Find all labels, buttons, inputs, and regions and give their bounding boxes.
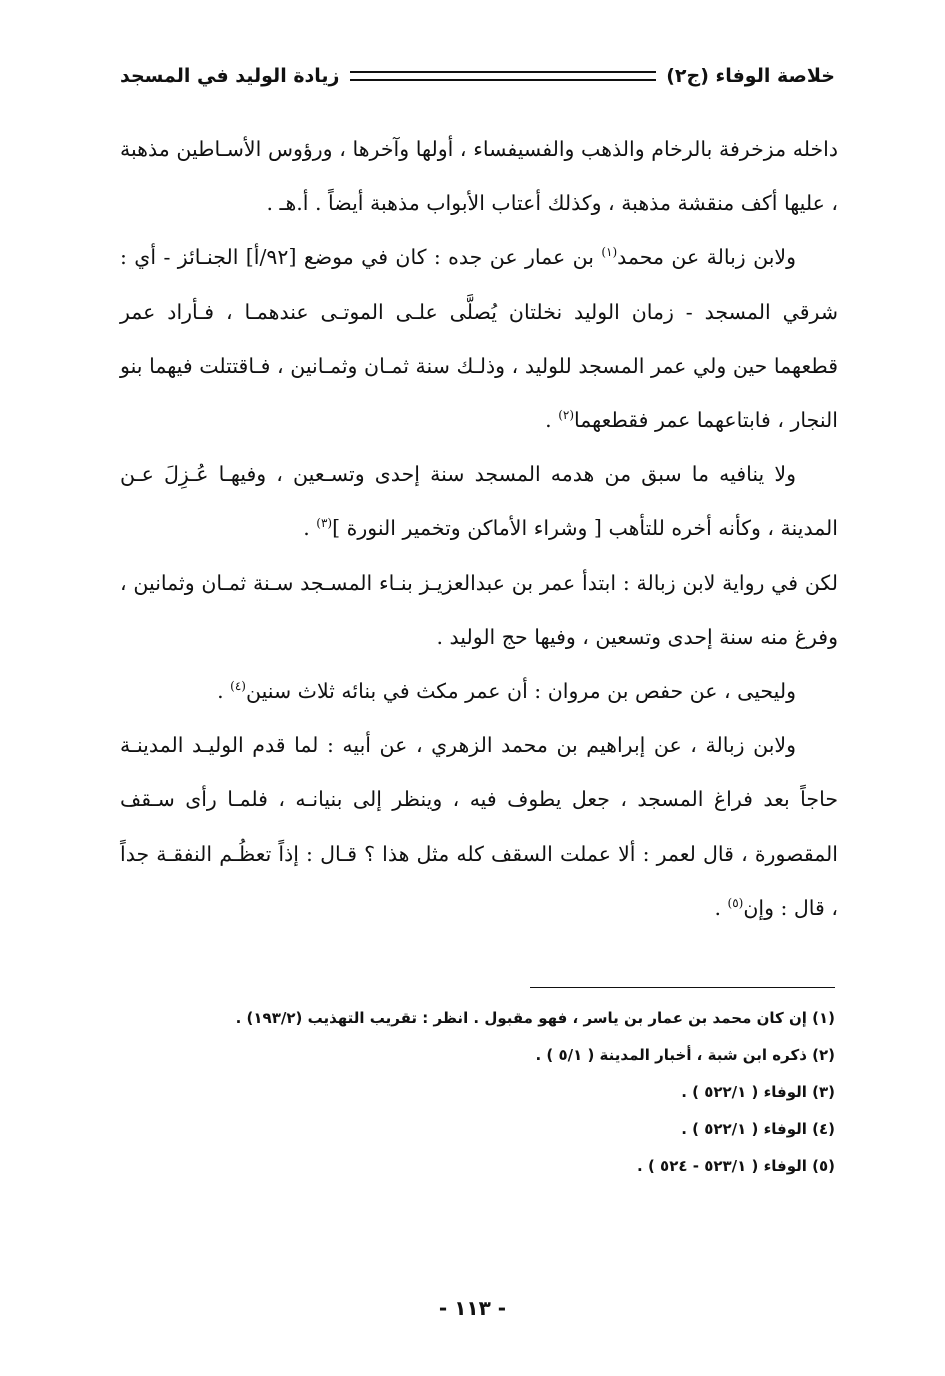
- footnote-ref: (٥): [727, 896, 744, 911]
- running-header: [120, 58, 835, 94]
- footnote-ref: (٤): [230, 679, 246, 694]
- footnote-ref: (٣): [316, 516, 333, 531]
- footnote: (١) إن كان محمد بن عمار بن ياسر ، فهو مقبول . انظر : تقريب التهذيب (١٩٣/٢) .: [235, 1009, 835, 1027]
- footnote-ref: (١): [601, 245, 618, 260]
- paragraph: ولابن زبالة عن محمد$^{(١)}$ بن عمار عن جده : كان في موضع [٩٢/أ] الجنـائز - أي : شرقي المسجد - زمان الوليد نخلتان يُصلَّى علـى الموتـى عندهمـا ، فـأراد عمر قطعهما حين ولي عمر المسجد للوليد ، وذلـك سنة ثمـان وثمـانين ، فـاقتتلت فيهما بنو النجار ، فابتاعهما عمر فقطعهما$^{(٢)}$ .: [120, 245, 838, 433]
- footnote: (٢) ذكره ابن شبة ، أخبار المدينة ( ٥/١ ) .: [535, 1046, 835, 1064]
- paragraph: لكن في رواية لابن زبالة : ابتدأ عمر بن عبدالعزيـز بنـاء المسـجد سـنة ثمـان وثمانين ، وفرغ منه سنة إحدى وتسعين ، وفيها حج الوليد .: [120, 570, 838, 649]
- main-text: [120, 122, 838, 935]
- paragraph: ولا ينافيه ما سبق من هدمه المسجد سنة إحدى وتسـعين ، وفيهـا عُـزِلَ عـن المدينة ، وكأنه أخره للتأهب [ وشراء الأماكن وتخمير النورة ]$^{(٣)}$ .: [120, 462, 838, 541]
- footnote-ref: (٢): [558, 408, 575, 423]
- page-number: - ١١٣ -: [438, 1296, 507, 1320]
- footnote: (٥) الوفاء ( ٥٢٣/١ - ٥٢٤ ) .: [637, 1157, 835, 1175]
- book-title: خلاصة الوفاء (ج٢): [666, 65, 835, 87]
- footnotes: [120, 1000, 835, 1185]
- section-title: زيادة الوليد في المسجد: [120, 65, 340, 87]
- header-rule: [350, 71, 657, 81]
- footnote-separator: [530, 987, 835, 988]
- paragraph: داخله مزخرفة بالرخام والذهب والفسيفساء ، أولها وآخرها ، ورؤوس الأسـاطين مذهبة ، عليها أكف منقشة مذهبة ، وكذلك أعتاب الأبواب مذهبة أيضاً . أ.هـ .: [120, 137, 838, 216]
- paragraph: ولابن زبالة ، عن إبراهيم بن محمد الزهري ، عن أبيه : لما قدم الوليـد المدينـة حاجاً بعد فراغ المسجد ، جعل يطوف فيه ، وينظر إلى بنيانـه ، فلمـا رأى سـقف المقصورة ، قال لعمر : ألا عملت السقف كله مثل هذا ؟ قـال : إذاً تعظُـم النفقـة جداً ، قال : وإن$^{(٥)}$ .: [120, 733, 838, 920]
- footnote: (٣) الوفاء ( ٥٢٢/١ ) .: [681, 1083, 835, 1101]
- paragraph: وليحيى ، عن حفص بن مروان : أن عمر مكث في بنائه ثلاث سنين$^{(٤)}$ .: [217, 679, 796, 704]
- footnote: (٤) الوفاء ( ٥٢٢/١ ) .: [681, 1120, 835, 1138]
